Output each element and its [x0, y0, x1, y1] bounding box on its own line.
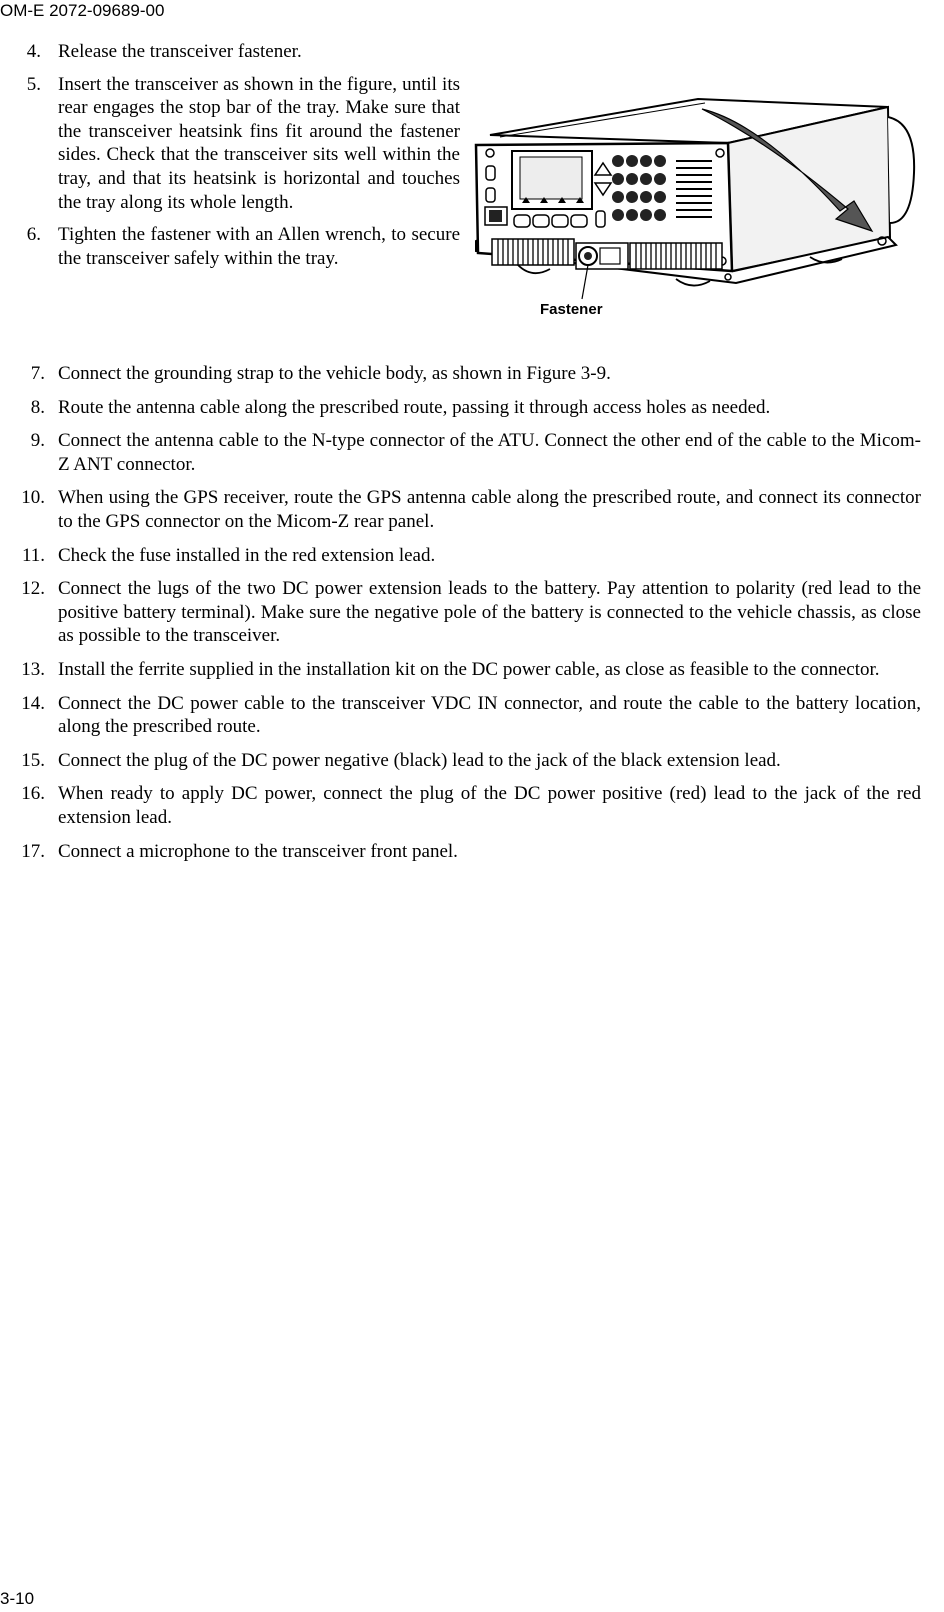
- step-item: [15, 692, 921, 739]
- step-item: [15, 396, 921, 420]
- step-text: Connect the DC power cable to the transceiver VDC IN connector, and route the cable to the battery location, along the prescribed route.: [58, 692, 921, 738]
- step-number: 6.: [26, 224, 41, 246]
- step-number: 8.: [30, 396, 45, 418]
- step-item: [15, 486, 921, 533]
- step-text: Connect a microphone to the transceiver front panel.: [58, 840, 458, 862]
- step-text: Insert the transceiver as shown in the figure, until its rear engages the stop bar of the tray. Make sure that the transceiver heatsink fins fit around the fastener sides. Check that the transceiver sits well within the tray, and that its heatsink is horizontal and touches the tray along its whole length.: [58, 73, 460, 213]
- step-item: [15, 223, 460, 270]
- step-number: 7.: [30, 363, 45, 384]
- step-number: 11.: [21, 544, 45, 566]
- step-item: [15, 840, 921, 864]
- step-number: 9.: [30, 430, 45, 452]
- step-number: 10.: [21, 487, 45, 509]
- step-number: 4.: [26, 41, 41, 62]
- document-id-header: OM-E 2072-09689-00: [0, 1, 165, 20]
- step-number: 13.: [21, 658, 45, 680]
- step-text: Install the ferrite supplied in the installation kit on the DC power cable, as close as feasible to the connector.: [58, 658, 880, 680]
- step-number: 17.: [21, 840, 45, 862]
- step-item: [15, 40, 460, 64]
- step-item: [15, 658, 921, 682]
- step-text: Connect the antenna cable to the N-type connector of the ATU. Connect the other end of the cable to the Micom-Z ANT connector.: [58, 430, 921, 475]
- step-item: [15, 782, 921, 829]
- step-text: Connect the plug of the DC power negative (black) lead to the jack of the black extension lead.: [58, 749, 781, 771]
- step-text: When using the GPS receiver, route the GPS antenna cable along the prescribed route, and connect its connector to the GPS connector on the Micom-Z rear panel.: [58, 487, 921, 532]
- step-item: [15, 577, 921, 648]
- step-item: [15, 362, 921, 386]
- step-number: 16.: [21, 783, 45, 805]
- step-text: Check the fuse installed in the red extension lead.: [58, 544, 436, 566]
- page-number: 3-10: [0, 1589, 35, 1608]
- fastener-callout-label: Fastener: [540, 301, 603, 318]
- transceiver-drawing: [470, 93, 920, 333]
- step-item: [15, 544, 921, 568]
- step-item: [15, 749, 921, 773]
- step-text: When ready to apply DC power, connect the plug of the DC power positive (red) lead to the jack of the red extension lead.: [58, 783, 921, 828]
- step-text: Connect the lugs of the two DC power extension leads to the battery. Pay attention to polarity (red lead to the positive battery terminal). Make sure the negative pole of the battery is connected to the vehicle chassis, as close as possible to the transceiver.: [58, 578, 921, 647]
- step-item: [15, 429, 921, 476]
- step-text: Connect the grounding strap to the vehicle body, as shown in Figure 3-9.: [58, 363, 611, 384]
- step-number: 14.: [21, 692, 45, 714]
- step-item: [15, 73, 460, 215]
- step-number: 5.: [26, 73, 41, 95]
- instruction-steps-lower: [15, 362, 921, 873]
- step-text: Tighten the fastener with an Allen wrench, to secure the transceiver safely within the tray.: [58, 224, 460, 269]
- instruction-steps-upper: [15, 40, 460, 279]
- step-number: 12.: [21, 578, 45, 600]
- step-number: 15.: [21, 749, 45, 771]
- step-text: Route the antenna cable along the prescribed route, passing it through access holes as needed.: [58, 396, 771, 418]
- transceiver-installation-figure: [470, 93, 920, 333]
- step-text: Release the transceiver fastener.: [58, 41, 302, 62]
